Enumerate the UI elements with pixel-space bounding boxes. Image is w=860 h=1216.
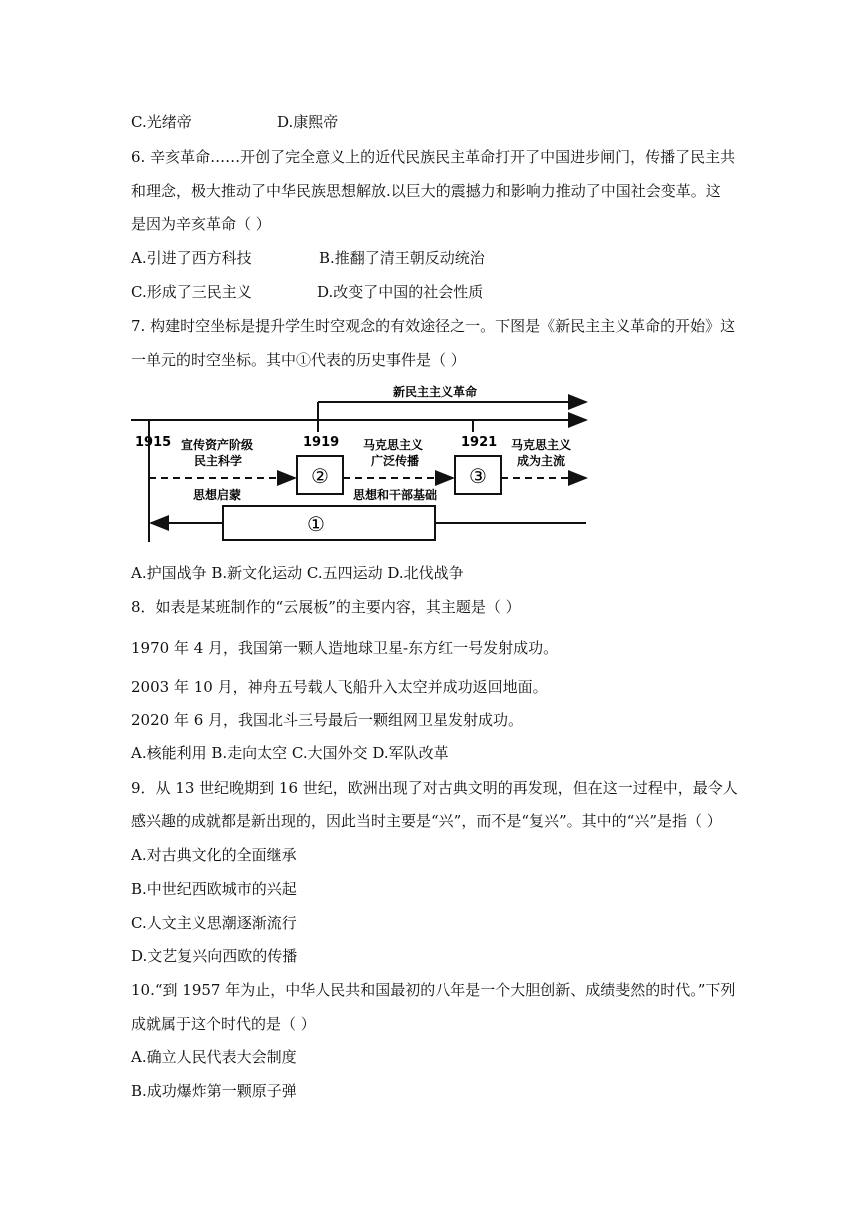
bottom-left-label: 思想启蒙 [193,488,242,502]
year-1921: 1921 [461,435,498,450]
q9-stem-line2: 感兴趣的成就都是新出现的，因此当时主要是“兴”，而不是“复兴”。其中的“兴”是指（ ） [131,812,722,830]
q8-item-3: 2020 年 6 月，我国北斗三号最后一颗组网卫星发射成功。 [131,711,524,729]
q9-option-b: B.中世纪西欧城市的兴起 [131,880,297,898]
q10-stem-line1: 10.“到 1957 年为止，中华人民共和国最初的八年是一个大胆创新、成绩斐然的时代。”下列 [131,981,736,999]
q6-stem-line3: 是因为辛亥革命（ ） [131,215,271,233]
timeline-diagram [131,380,595,546]
q9-stem-line1: 9．从 13 世纪晚期到 16 世纪，欧洲出现了对古典文明的再发现，但在这一过程中，最令人 [131,779,738,797]
seg2-label-2: 广泛传播 [371,454,420,468]
q6-option-c: C.形成了三民主义 [131,283,252,301]
box-1-label: ① [307,512,325,536]
q8-item-1: 1970 年 4 月，我国第一颗人造地球卫星-东方红一号发射成功。 [131,639,559,657]
q10-stem-line2: 成就属于这个时代的是（ ） [131,1015,316,1033]
q6-options-ab [131,248,485,268]
bottom-right-label: 思想和干部基础 [353,488,438,502]
q9-option-d: D.文艺复兴向西欧的传播 [131,947,298,965]
seg3-label-1: 马克思主义 [511,438,572,452]
box-1 [223,506,435,540]
box-3-label: ③ [469,464,487,488]
q5-option-d: D.康熙帝 [277,113,339,131]
seg3-label-2: 成为主流 [517,454,566,468]
q6-option-a: A.引进了西方科技 [131,249,252,267]
q5-option-c: C.光绪帝 [131,113,192,131]
q7-stem-line1: 7. 构建时空坐标是提升学生时空观念的有效途径之一。下图是《新民主主义革命的开始》这 [131,317,736,335]
q7-stem-line2: 一单元的时空坐标。其中①代表的历史事件是（ ） [131,351,466,369]
seg1-label-2: 民主科学 [194,454,243,468]
year-1919: 1919 [303,435,340,450]
top-label: 新民主主义革命 [393,385,478,399]
box-2-label: ② [311,464,329,488]
q6-stem-line2: 和理念，极大推动了中华民族思想解放.以巨大的震撼力和影响力推动了中国社会变革。这 [131,182,721,200]
q10-option-b: B.成功爆炸第一颗原子弹 [131,1082,297,1100]
q9-option-a: A.对古典文化的全面继承 [131,846,297,864]
q8-stem: 8．如表是某班制作的“云展板”的主要内容，其主题是（ ） [131,598,521,616]
q6-option-d: D.改变了中国的社会性质 [317,283,484,301]
seg1-label-1: 宣传资产阶级 [181,438,254,452]
q6-options-cd [131,282,483,302]
q6-stem-line1: 6. 辛亥革命……开创了完全意义上的近代民族民主革命打开了中国进步闸门，传播了民主共 [131,148,736,166]
q9-option-c: C.人文主义思潮逐渐流行 [131,914,297,932]
seg2-label-1: 马克思主义 [363,438,424,452]
q8-options: A.核能利用 B.走向太空 C.大国外交 D.军队改革 [131,744,449,762]
q10-option-a: A.确立人民代表大会制度 [131,1048,297,1066]
q7-options: A.护国战争 B.新文化运动 C.五四运动 D.北伐战争 [131,564,464,582]
q6-option-b: B.推翻了清王朝反动统治 [319,249,485,267]
year-1915: 1915 [135,435,172,450]
q5-options [131,112,338,132]
q8-item-2: 2003 年 10 月，神舟五号载人飞船升入太空并成功返回地面。 [131,678,548,696]
